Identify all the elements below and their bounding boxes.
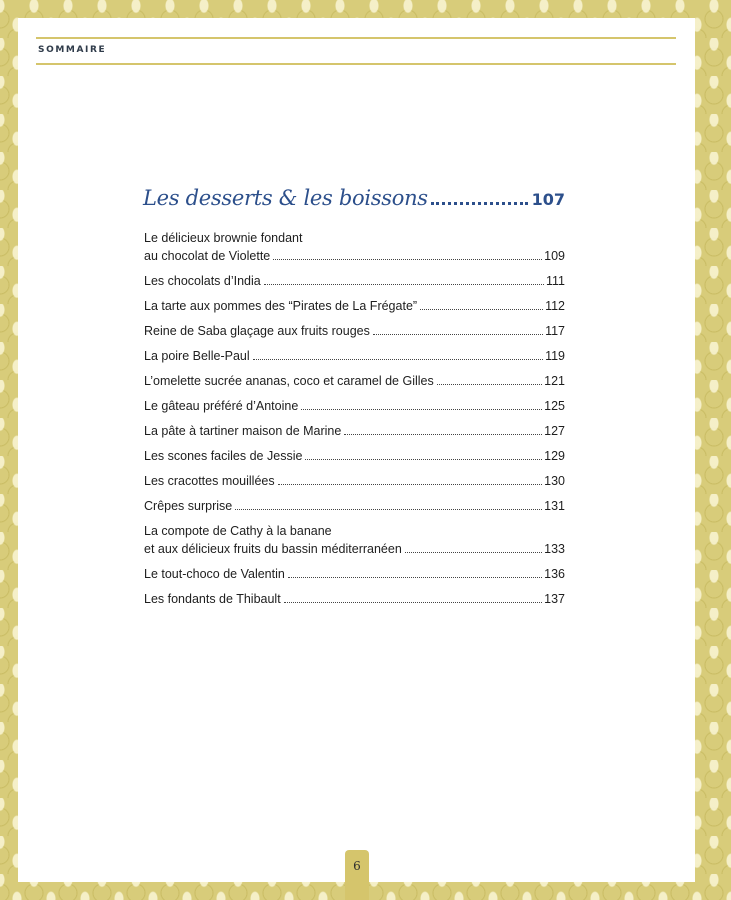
toc-entry [144,422,565,440]
section-title: Les desserts & les boissons [143,186,428,210]
toc-entry-title: La compote de Cathy à la banane [144,524,332,538]
toc-entry-page: 121 [544,374,565,388]
leader-dots [437,383,542,385]
toc-entry-page: 133 [544,542,565,556]
leader-dots [344,433,542,435]
toc-entry-title: La poire Belle-Paul [144,349,250,363]
toc-entry-page: 117 [545,324,565,338]
leader-dots [284,601,542,603]
page-number-tab [345,850,369,900]
toc-entry [144,297,565,315]
toc-entry-title: Le tout-choco de Valentin [144,567,285,581]
page-header [36,37,676,65]
toc-entry [144,590,565,608]
toc-entry-title: Les cracottes mouillées [144,474,275,488]
toc-entry [144,272,565,290]
toc-entry-page: 131 [544,499,565,513]
toc-entry-title-continued: et aux délicieux fruits du bassin méditerranéen [144,542,402,556]
section-heading [143,186,565,220]
leader-dots [278,483,543,485]
toc-entry-title: Crêpes surprise [144,499,233,513]
toc-entry [144,397,565,415]
section-leader-dots [431,201,528,205]
toc-entry-page: 125 [544,399,565,413]
leader-dots [264,283,544,285]
toc-entry-page: 109 [544,249,565,263]
toc-entry [144,229,565,265]
toc-entry-title: La pâte à tartiner maison de Marine [144,424,342,438]
leader-dots [301,408,542,410]
leader-dots [405,551,542,553]
leader-dots [373,333,543,335]
leader-dots [288,576,542,578]
toc-entry-page: 119 [545,349,565,363]
section-page-number: 107 [531,190,565,209]
toc-entry [144,322,565,340]
toc-entry [144,522,565,558]
toc-entry-title: Les chocolats d’India [144,274,261,288]
toc-entry-page: 127 [544,424,565,438]
toc-entry-title: Le délicieux brownie fondant [144,231,303,245]
toc-entry-title: La tarte aux pommes des “Pirates de La Frégate” [144,299,418,313]
toc-entry [144,472,565,490]
page-number: 6 [353,859,361,873]
toc-entry-page: 137 [544,592,565,606]
toc-entry [144,372,565,390]
toc-entry-title: Reine de Saba glaçage aux fruits rouges [144,324,370,338]
leader-dots [253,358,543,360]
toc-entry-title: L’omelette sucrée ananas, coco et caramel de Gilles [144,374,434,388]
toc-entry-title: Les fondants de Thibault [144,592,281,606]
toc-entry-page: 129 [544,449,565,463]
leader-dots [235,508,542,510]
table-of-contents [144,229,565,615]
toc-entry [144,447,565,465]
toc-entry-title-continued: au chocolat de Violette [144,249,271,263]
page-sheet [18,18,695,882]
toc-entry [144,565,565,583]
toc-entry-title: Les scones faciles de Jessie [144,449,303,463]
leader-dots [305,458,542,460]
leader-dots [273,258,542,260]
toc-entry [144,347,565,365]
toc-entry-page: 112 [545,299,565,313]
leader-dots [420,308,543,310]
header-title: SOMMAIRE [38,45,107,55]
toc-entry-title: Le gâteau préféré d’Antoine [144,399,299,413]
toc-entry-page: 136 [544,567,565,581]
toc-entry-page: 111 [545,274,565,288]
toc-entry [144,497,565,515]
toc-entry-page: 130 [544,474,565,488]
